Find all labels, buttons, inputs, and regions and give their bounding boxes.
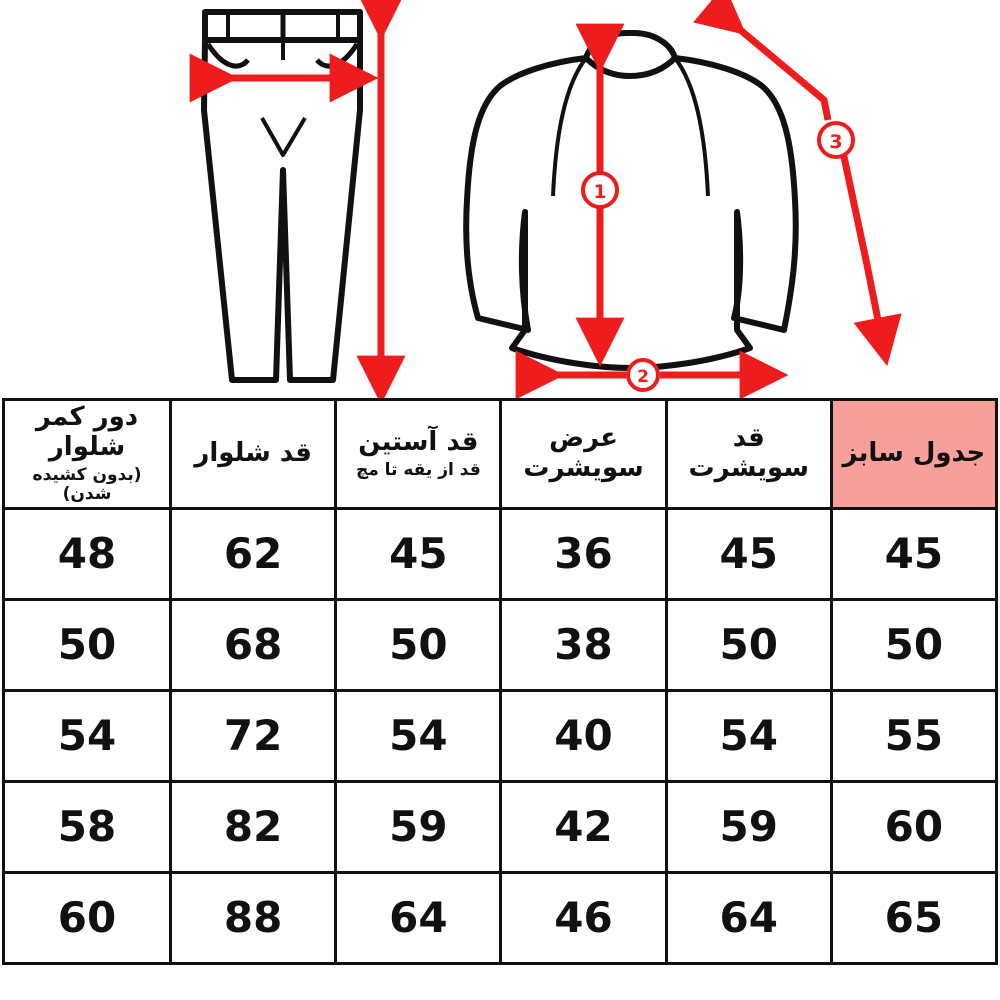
garment-illustrations (0, 0, 1000, 400)
svg-text:2: 2 (637, 367, 649, 387)
cell-sweatshirt-length: 64 (666, 872, 831, 963)
sweatshirt-technical-drawing (466, 33, 796, 368)
svg-text:1: 1 (593, 181, 607, 203)
cell-size: 55 (831, 690, 996, 781)
table-row (4, 690, 997, 781)
column-header-sweatshirt-width (501, 400, 666, 509)
cell-sleeve-length: 54 (336, 690, 501, 781)
cell-sleeve-length: 45 (336, 508, 501, 599)
table-row (4, 872, 997, 963)
sleeve-length-arrow (726, 18, 882, 340)
cell-sweatshirt-width: 46 (501, 872, 666, 963)
table-row (4, 781, 997, 872)
column-header-title: دور کمر شلوار (35, 402, 139, 462)
table-row (4, 599, 997, 690)
cell-pants-length: 62 (171, 508, 336, 599)
cell-size: 50 (831, 599, 996, 690)
cell-sweatshirt-width: 40 (501, 690, 666, 781)
cell-pants-waist: 58 (4, 781, 171, 872)
cell-pants-length: 72 (171, 690, 336, 781)
cell-sweatshirt-length: 54 (666, 690, 831, 781)
column-header-sleeve-length (336, 400, 501, 509)
cell-sweatshirt-width: 42 (501, 781, 666, 872)
column-header-pants-waist (4, 400, 171, 509)
column-header-sweatshirt-length (666, 400, 831, 509)
table-row (4, 508, 997, 599)
column-header-title: جدول سابز (842, 437, 986, 468)
cell-pants-length: 88 (171, 872, 336, 963)
column-header-subtitle: (بدون کشیده شدن) (32, 464, 142, 505)
svg-text:3: 3 (829, 131, 843, 153)
column-header-title: عرض سویشرت (523, 423, 644, 483)
cell-pants-waist: 60 (4, 872, 171, 963)
column-header-size (831, 400, 996, 509)
size-table (2, 398, 998, 965)
callout-3 (819, 123, 853, 157)
cell-sleeve-length: 50 (336, 599, 501, 690)
cell-size: 65 (831, 872, 996, 963)
cell-pants-waist: 50 (4, 599, 171, 690)
callout-2 (628, 360, 658, 390)
cell-sweatshirt-width: 38 (501, 599, 666, 690)
cell-size: 60 (831, 781, 996, 872)
column-header-pants-length (171, 400, 336, 509)
cell-sweatshirt-width: 36 (501, 508, 666, 599)
pants-technical-drawing (204, 12, 360, 380)
table-header-row (4, 400, 997, 509)
cell-sleeve-length: 59 (336, 781, 501, 872)
column-header-title: قد سویشرت (688, 423, 809, 483)
cell-pants-waist: 48 (4, 508, 171, 599)
cell-pants-length: 68 (171, 599, 336, 690)
callout-1 (583, 173, 617, 207)
column-header-subtitle: قد از یقه تا مچ (355, 459, 481, 480)
cell-pants-waist: 54 (4, 690, 171, 781)
cell-size: 45 (831, 508, 996, 599)
cell-sweatshirt-length: 50 (666, 599, 831, 690)
column-header-title: قد شلوار (194, 437, 312, 468)
cell-sweatshirt-length: 59 (666, 781, 831, 872)
column-header-title: قد آستین (358, 426, 479, 457)
cell-sweatshirt-length: 45 (666, 508, 831, 599)
cell-pants-length: 82 (171, 781, 336, 872)
cell-sleeve-length: 64 (336, 872, 501, 963)
